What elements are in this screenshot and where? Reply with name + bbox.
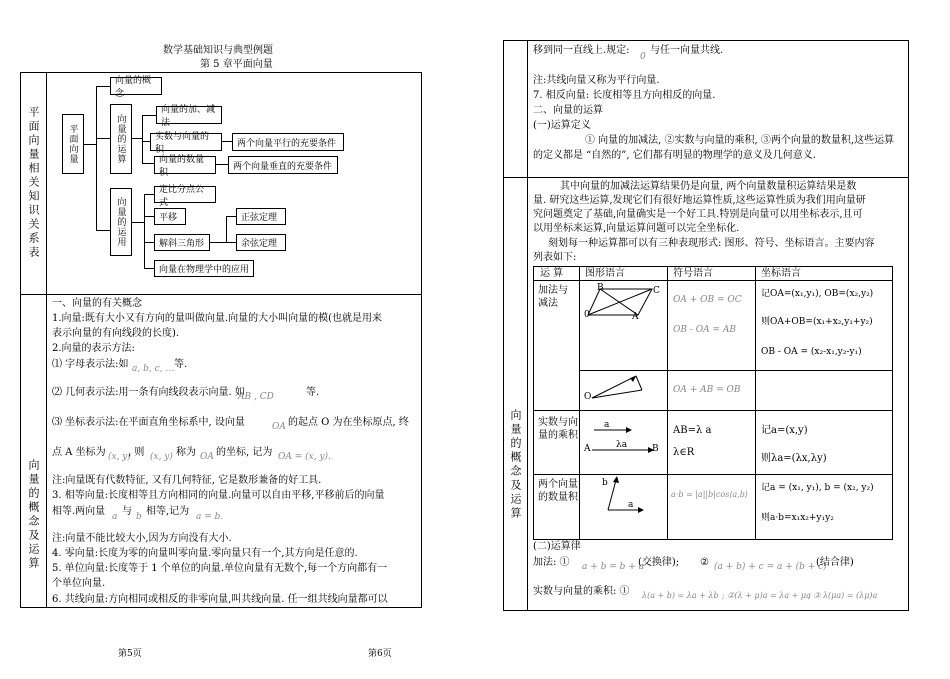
op-add-sub: 加法与减法: [538, 285, 568, 309]
text-line: 与: [122, 506, 132, 517]
text-line: 个单位向量.: [52, 578, 106, 589]
text-line: 一、向量的有关概念: [52, 298, 142, 309]
map-sine: 正弦定理: [236, 208, 286, 225]
text-line: (一)运算定义: [533, 120, 591, 131]
map-root: 平面向量: [62, 114, 84, 174]
laws-title: (二)运算律: [533, 541, 581, 552]
text-line: , 则: [128, 447, 145, 458]
math-a: a: [112, 512, 118, 522]
text-line: 3. 相等向量:长度相等且方向相同的向量.向量可以自由平移,平移前后的向量: [52, 490, 385, 501]
math-xy2: (x, y): [150, 452, 173, 462]
dot-figure: [590, 476, 650, 516]
math-ab-cd: AB , CD: [238, 392, 274, 402]
coord-dot-1: 记a = (x₁, y₁), b = (x₂, y₂): [761, 483, 874, 493]
map-app: 向量的运用: [110, 188, 132, 256]
text-line: 注:向量既有代数特征, 又有几何特征, 它是数形兼备的好工具.: [52, 475, 322, 486]
text-line: 1.向量:既有大小又有方向的量叫做向量.向量的大小叫向量的模(也就是用来: [52, 313, 382, 324]
sym-add: OA + OB = OC: [673, 295, 742, 305]
map-perp: 两个向量垂直的充要条件: [228, 156, 338, 174]
page-number-right: 第6页: [368, 649, 392, 659]
map-addsub: 向量的加、减法: [156, 106, 222, 124]
text-line: 点 A 坐标为: [52, 447, 106, 458]
fig-label-C: C: [653, 286, 660, 296]
map-division: 定比分点公式: [154, 186, 216, 203]
map-cosine: 余弦定理: [236, 234, 286, 251]
map-triangle: 解斜三角形: [154, 234, 210, 251]
text-line: 注:向量不能比较大小,因为方向没有大小.: [52, 533, 232, 544]
map-concept: 向量的概念: [110, 77, 162, 95]
text-line: 相等,记为: [146, 506, 190, 517]
th-symbol: 符号语言: [673, 268, 713, 279]
fig-label-B2: B: [652, 444, 659, 454]
map-scalar: 实数与向量的积: [150, 133, 222, 151]
law-scalar-1: λ(a + b) = λa + λb: [642, 591, 719, 600]
fig-label-O: 0: [584, 310, 590, 320]
text-line: 注:共线向量又称为平行向量.: [533, 75, 660, 86]
law-scalar-3: ; ③ λ(μa) = (λμ)a: [808, 591, 878, 600]
fig-label-A2: A: [584, 444, 591, 454]
math-oa-eq: OA = (x, y).: [278, 452, 331, 462]
text-line: ⑶ 坐标表示法:在平面直角坐标系中, 设向量: [52, 417, 245, 428]
text-line: 7. 相反向量: 长度相等且方向相反的向量.: [533, 90, 716, 101]
text-line: 2.向量的表示方法:: [52, 343, 135, 354]
para-line: 以用坐标来运算,向量运算问题可以完全坐标化.: [533, 223, 740, 234]
text-line: 4. 零向量:长度为零的向量叫零向量.零向量只有一个,其方向是任意的.: [52, 548, 358, 559]
math-oa2: OA: [200, 452, 214, 462]
th-graph: 图形语言: [585, 268, 625, 279]
op-scalar: 实数与向量的乘积: [538, 417, 578, 441]
text-line: ⑵ 几何表示法:用一条有向线段表示向量. 如: [52, 387, 245, 398]
coord-scalar-2: 则λa=(λx,λy): [761, 453, 827, 464]
triangle-figure: [586, 372, 656, 406]
sym-sub: OB - OA = AB: [673, 325, 737, 335]
coord-add-1: 记OA=(x₁,y₁), OB=(x₂,y₂): [761, 289, 874, 299]
law-add-label: 加法: ①: [533, 557, 570, 568]
fig-label-a: a: [604, 420, 610, 430]
math-letters: a, b, c, …: [132, 364, 175, 374]
fig-label-la: λa: [616, 440, 628, 450]
doc-title: 数学基础知识与典型例题: [163, 45, 273, 56]
chapter-title: 第 5 章平面向量: [200, 59, 273, 70]
fig-label-O2: O: [584, 392, 592, 402]
law-add-num2: ②: [700, 557, 709, 568]
para-line: 量. 研究这些运算,发现它们有很好地运算性质,这些运算性质为我们用向量研: [533, 195, 866, 206]
law-add-note2: (结合律): [816, 557, 854, 568]
para-line: 究问题奠定了基础,向量确实是一个好工具.特别是向量可以用坐标表示,且可: [533, 209, 863, 220]
sym-lambda: λ∈R: [673, 447, 695, 458]
text-line: 表示向量的有向线段的长度).: [52, 328, 180, 339]
sym-triangle: OA + AB = OB: [673, 385, 741, 395]
law-scalar-label: 实数与向量的乘积: ①: [533, 586, 630, 597]
map-ops: 向量的运算: [110, 104, 132, 174]
law-add-note1: (交换律);: [638, 557, 680, 568]
text-line: 的起点 O 为在坐标原点, 终: [288, 417, 409, 428]
law-scalar-2: ; ②(λ + μ)a = λa + μa: [722, 591, 811, 600]
law-add-associative: (a + b) + c = a + (b + c): [714, 562, 827, 572]
text-line: 相等.两向量: [52, 506, 106, 517]
text-line: 等.: [306, 387, 320, 398]
coord-dot-2: 则a·b=x₁x₂+y₁y₂: [761, 513, 834, 523]
fig-label-b: b: [602, 478, 608, 488]
coord-add-2: 则OA+OB=(x₁+x₂,y₁+y₂): [761, 317, 873, 327]
map-physics: 向量在物理学中的应用: [154, 260, 254, 277]
text-line: 与任一向量共线.: [650, 45, 724, 56]
sym-dot: a·b = |a||b|cos⟨a,b⟩: [671, 490, 748, 499]
text-line: 的定义都是 “自然的”, 它们都有明显的物理学的意义及几何意义.: [533, 150, 816, 161]
math-zero: 0: [640, 52, 646, 62]
page-number-left: 第5页: [118, 649, 142, 659]
fig-label-a2: a: [628, 500, 634, 510]
text-line: 等.: [174, 359, 188, 370]
text-line: 的坐标, 记为: [216, 447, 273, 458]
side-label-concepts: 向量的概念及运算: [27, 459, 40, 571]
math-oa: OA: [272, 422, 286, 432]
law-add-commutative: a + b = b + a: [582, 562, 645, 572]
sym-scalar: AB=λ a: [673, 425, 712, 436]
coord-scalar-1: 记a=(x,y): [761, 425, 808, 436]
text-line: 6. 共线向量:方向相同或相反的非零向量,叫共线向量. 任一组共线向量都可以: [52, 594, 388, 605]
math-xy: (x, y): [108, 452, 131, 462]
para-line: 刻划每一种运算都可以有三种表现形式: 图形、符号、坐标语言。主要内容: [548, 238, 875, 249]
th-coord: 坐标语言: [761, 268, 801, 279]
fig-label-A: A: [632, 312, 639, 322]
fig-label-B: B: [597, 283, 604, 293]
op-dot: 两个向量的数量积: [538, 479, 578, 503]
side-label-right: 向量的概念及运算: [509, 409, 522, 521]
text-line: ① 向量的加减法, ②实数与向量的乘积, ③两个向量的数量积,这些运算: [585, 135, 895, 146]
parallelogram-figure: [582, 283, 664, 323]
text-line: 5. 单位向量:长度等于 1 个单位的向量.单位向量有无数个,每一个方向都有一: [52, 563, 388, 574]
para-line: 其中向量的加减法运算结果仍是向量, 两个向量数量积运算结果是数: [560, 181, 857, 192]
coord-add-3: OB - OA = (x₂-x₁,y₂-y₁): [761, 347, 862, 357]
math-aeqb: a = b.: [196, 512, 224, 522]
text-line: 二、向量的运算: [533, 105, 603, 116]
map-dot: 向量的数量积: [154, 156, 216, 174]
text-line: 移到同一直线上.规定:: [533, 45, 630, 56]
map-parallel: 两个向量平行的充要条件: [232, 133, 344, 151]
map-translate: 平移: [154, 208, 186, 225]
text-line: ⑴ 字母表示法:如: [52, 359, 129, 370]
text-line: 称为: [176, 447, 196, 458]
math-b: b: [136, 512, 142, 522]
para-line: 列表如下:: [533, 252, 577, 263]
side-label-relations: 平面向量相关知识关系表: [27, 106, 40, 260]
th-op: 运 算: [540, 268, 564, 279]
